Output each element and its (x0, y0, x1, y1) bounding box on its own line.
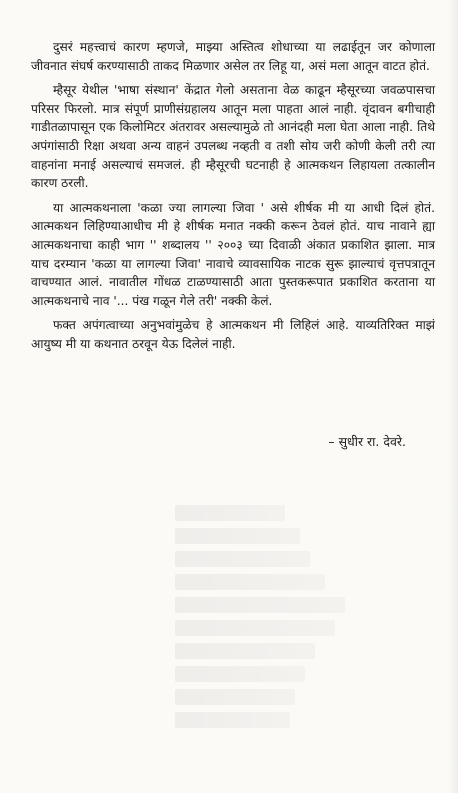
paragraph: म्हैसूर येथील 'भाषा संस्थान' केंद्रात गेलो असताना वेळ काढून म्हैसूरच्या जवळपासचा परिसर फिरलो. मात्र संपूर्ण प्राणीसंग्रहालय आतून मला पाहता आलं नाही. वृंदावन बगीचाही गाडीतळापासून एक किलोमिटर अंतरावर असल्यामुळे तो आनंदही मला घेता आला नाही. तिथे अपंगांसाठी रिक्षा अथवा अन्य वाहनं उपलब्ध नव्हती व तशी सोय जरी कोणी केली तरी त्या वाहनांना मनाई असल्याचं समजलं. ही म्हैसूरची घटनाही हे आत्मकथन लिहायला तत्कालीन कारण ठरली. (31, 83, 435, 191)
show-through-line (175, 712, 290, 728)
paragraph: दुसरं महत्त्वाचं कारण म्हणजे, माझ्या अस्तित्व शोधाच्या या लढाईतून जर कोणाला जीवनात संघर्ष करण्यासाठी ताकद मिळणार असेल तर लिहू या, असं मला आतून वाटत होतं. (31, 40, 435, 73)
reverse-page-show-through (175, 505, 435, 735)
show-through-line (175, 551, 310, 567)
author-signature: – सुधीर रा. देवरे. (328, 434, 406, 449)
paragraph: फक्त अपंगत्वाच्या अनुभवांमुळेच हे आत्मकथन मी लिहिलं आहे. याव्यतिरिक्त माझं आयुष्य मी या कथनात ठरवून येऊ दिलेलं नाही. (31, 318, 435, 351)
show-through-line (175, 528, 300, 544)
page-edge-shadow (448, 0, 458, 793)
show-through-line (175, 574, 325, 590)
show-through-line (175, 597, 345, 613)
body-text (31, 38, 435, 360)
show-through-line (175, 689, 295, 705)
show-through-line (175, 620, 335, 636)
paragraph: या आत्मकथनाला 'कळा ज्या लागल्या जिवा ' असे शीर्षक मी या आधी दिलं होतं. आत्मकथन लिहिण्याआधीच मी हे शीर्षक मनात नक्की करून ठेवलं होतं. याच नावाने ह्या आत्मकथनाचा काही भाग '' शब्दालय '' २००३ च्या दिवाळी अंकात प्रकाशित झाला. मात्र याच दरम्यान 'कळा या लागल्या जिवा' नावाचे व्यावसायिक नाटक सुरू झाल्याचं वृत्तपत्रातून वाचण्यात आलं. नावातील गोंधळ टाळण्यासाठी आता पुस्तकरूपात प्रकाशित करताना या आत्मकथनाचे नाव '... पंख गळून गेले तरी' नक्की केलं. (31, 200, 435, 308)
show-through-line (175, 666, 305, 682)
show-through-line (175, 505, 285, 521)
show-through-line (175, 643, 315, 659)
